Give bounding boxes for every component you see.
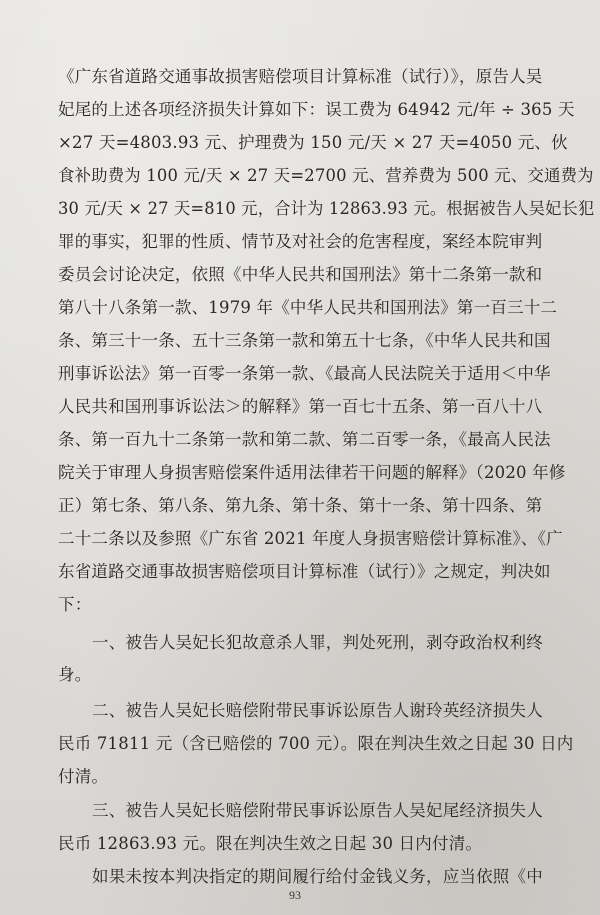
- text-line: 第八十八条第一款、1979 年《中华人民共和国刑法》第一百三十二: [58, 298, 558, 317]
- text-line: 正）第七条、第八条、第九条、第十条、第十一条、第十四条、第: [58, 496, 543, 515]
- verdict-item-2: 二、被告人吴妃长赔偿附带民事诉讼原告人谢玲英经济损失人: [92, 701, 543, 720]
- text-line: 条、第三十一条、五十三条第一款和第五十七条，《中华人民共和国: [58, 331, 551, 350]
- text-line: 东省道路交通事故损害赔偿项目计算标准（试行）》之规定，判决如: [58, 562, 551, 581]
- text-line: 二十二条以及参照《广东省 2021 年度人身损害赔偿计算标准》、《广: [58, 529, 563, 548]
- text-line: 食补助费为 100 元/天 × 27 天=2700 元、营养费为 500 元、交通费为: [58, 166, 594, 185]
- verdict-item-3: 三、被告人吴妃长赔偿附带民事诉讼原告人吴妃尾经济损失人: [92, 801, 543, 820]
- text-line: 委员会讨论决定，依照《中华人民共和国刑法》第十二条第一款和: [58, 265, 543, 284]
- text-line: 人民共和国刑事诉讼法＞的解释》第一百七十五条、第一百八十八: [58, 397, 543, 416]
- verdict-item-1: 一、被告人吴妃长犯故意杀人罪，判处死刑，剥夺政治权利终: [92, 633, 543, 652]
- text-line: 民币 71811 元（含已赔偿的 700 元）。限在判决生效之日起 30 日内: [58, 734, 574, 753]
- text-line: 如果未按本判决指定的期间履行给付金钱义务，应当依照《中: [92, 867, 543, 886]
- text-line: 条、第一百九十二条第一款和第二款、第二百零一条，《最高人民法: [58, 430, 551, 449]
- text-line: 民币 12863.93 元。限在判决生效之日起 30 日内付清。: [58, 834, 483, 853]
- text-line: 付清。: [58, 767, 109, 786]
- page-number: 93: [289, 888, 301, 902]
- text-line: 30 元/天 × 27 天=810 元，合计为 12863.93 元。根据被告人吴妃长犯: [58, 199, 595, 218]
- text-line: 下：: [58, 595, 92, 614]
- text-line: 身。: [58, 665, 92, 684]
- text-line: 《广东省道路交通事故损害赔偿项目计算标准（试行）》，原告人吴: [58, 67, 543, 86]
- text-line: 罪的事实，犯罪的性质、情节及对社会的危害程度，案经本院审判: [58, 232, 543, 251]
- text-line: ×27 天=4803.93 元、护理费为 150 元/天 × 27 天=4050 元、伙: [58, 133, 568, 152]
- text-line: 院关于审理人身损害赔偿案件适用法律若干问题的解释》（2020 年修: [58, 463, 566, 482]
- text-line: 妃尾的上述各项经济损失计算如下：误工费为 64942 元/年 ÷ 365 天: [58, 100, 575, 119]
- text-line: 刑事诉讼法》第一百零一条第一款、《最高人民法院关于适用＜中华: [58, 364, 551, 383]
